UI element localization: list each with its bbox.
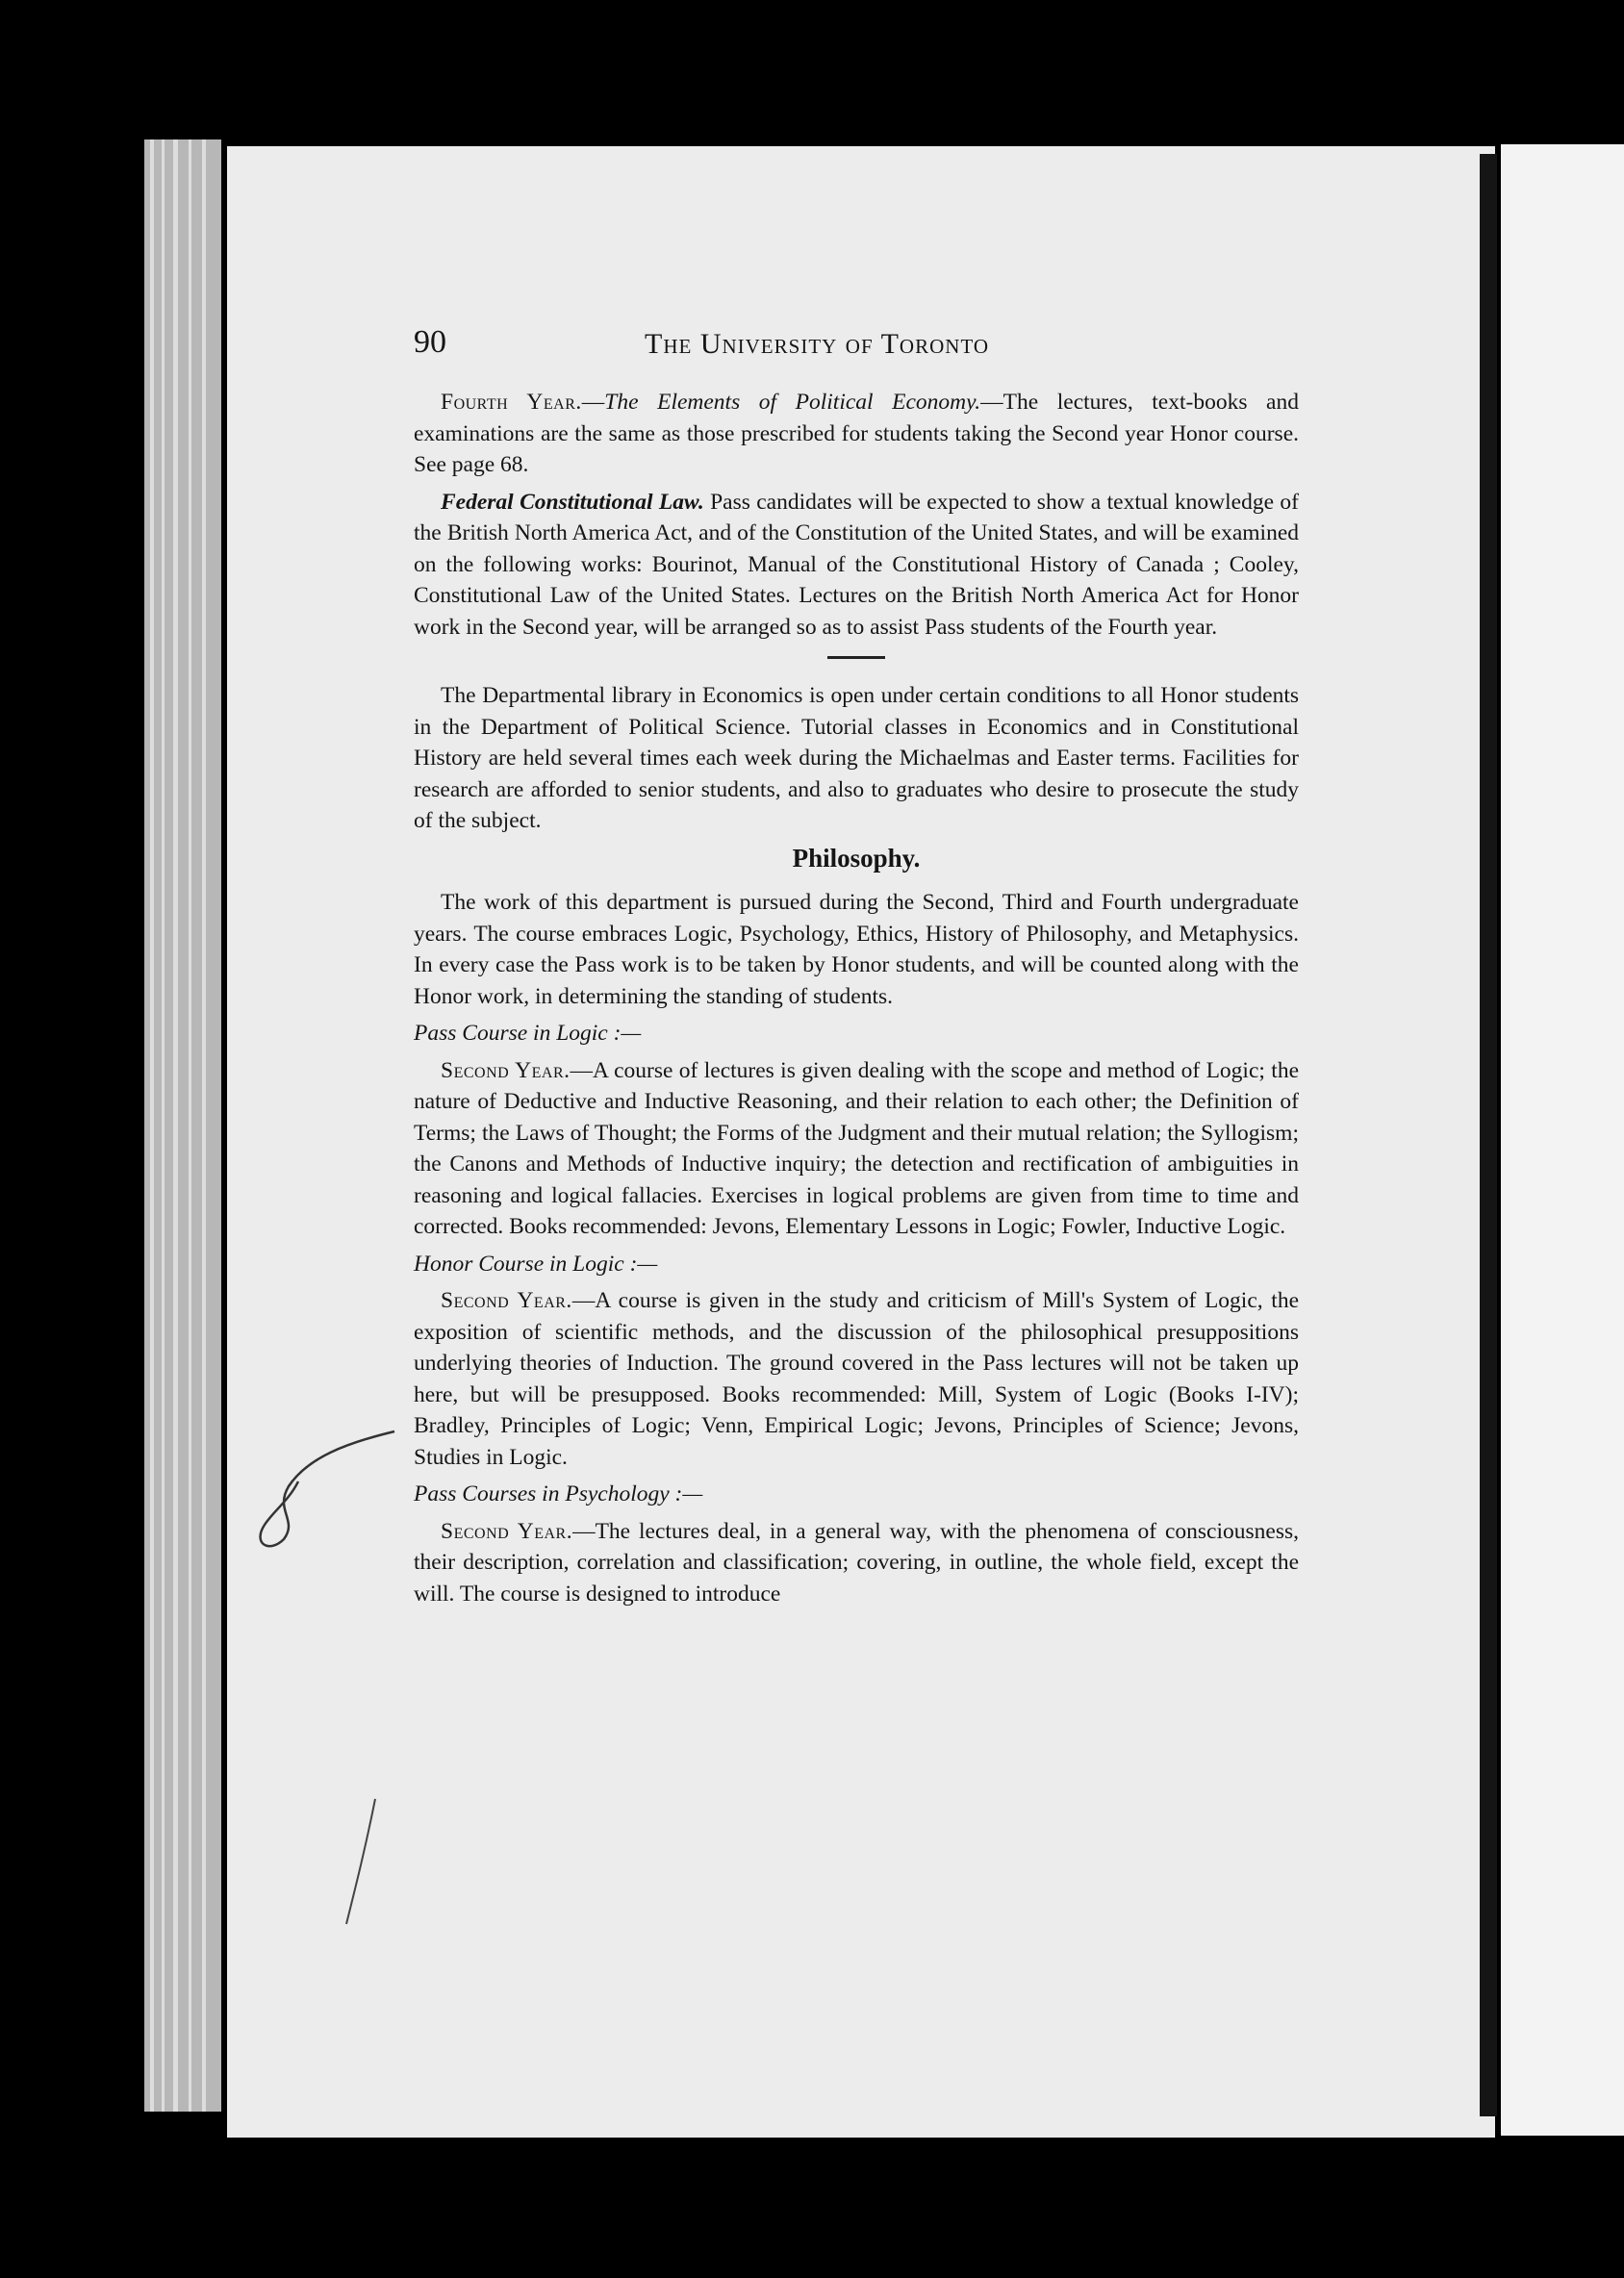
running-title: The University of Toronto [645,328,990,360]
paragraph-text: Pass candidates will be expected to show a textual knowledge of the British North America Act, and of the Constitution of the United States, and will be examined on the following works: Bourinot, Manual of the Constitutional History of Canada ; Cooley, Constitutional Law of the United States. Lectures on the British North America Act for Honor work in the Second year, will be arranged so as to assist Pass students of the Fourth year. [414,489,1299,640]
subheading-pass-psychology: Pass Courses in Psychology :— [414,1481,703,1506]
paragraph-constitutional-law [414,487,1299,644]
paragraph-pass-logic [414,1055,1299,1243]
course-title: The Elements of Political Economy. [604,390,981,415]
page-number: 90 [414,324,446,360]
paragraph-text: —The lectures, text-books and examinations are the same as those prescribed for students taking the Second year Honor course. See page 68. [414,390,1299,477]
year-label: Second Year. [441,1057,571,1083]
paragraph-departmental-library [414,680,1299,837]
facing-page-edge [1501,144,1624,2136]
course-title: Federal Constitutional Law. [441,489,704,515]
paragraph-text: —A course is given in the study and criticism of Mill's System of Logic, the exposition of scientific methods, and the discussion of the philosophical presuppositions underlying theories of Induction. The ground covered in the Pass lectures will not be taken up here, but will be presupposed. Books recommended: Mill, System of Logic (Books I-IV); Bradley, Principles of Logic; Venn, Empirical Logic; Jevons, Principles of Science; Jevons, Studies in Logic. [414,1288,1300,1470]
paragraph-fourth-year [414,387,1299,481]
dash: — [581,390,605,415]
paragraph-text: —A course of lectures is given dealing with the scope and method of Logic; the nature of Deductive and Inductive Reasoning, and their relation to each other; the Definition of Terms; the Laws of Thought; the Forms of the Judgment and their mutual relation; the Syllogism; the Canons and Methods of Inductive inquiry; the detection and rectification of ambiguities in reasoning and logical fallacies. Exercises in logical problems are given from time to time and corrected. Books recommended: Jevons, Elementary Lessons in Logic; Fowler, Inductive Logic. [414,1057,1299,1239]
paragraph-text: The Departmental library in Economics is open under certain conditions to all Honor students in the Department of Political Science. Tutorial classes in Economics and in Constitutional History are held several times each week during the Michaelmas and Easter terms. Facilities for research are afforded to senior students, and also to graduates who desire to prosecute the study of the subject. [414,683,1299,833]
page-gutter [1480,154,1497,2116]
year-label: Second Year. [441,1288,572,1313]
running-head [414,324,1299,373]
page-content [414,324,1300,1615]
subheading-honor-logic: Honor Course in Logic :— [414,1251,658,1277]
paragraph-honor-logic [414,1285,1299,1473]
paragraph-text: —The lectures deal, in a general way, with the phenomena of consciousness, their description, correlation and classification; covering, in outline, the whole field, except the will. The course is designed to introduce [414,1518,1300,1607]
subheading-pass-logic: Pass Course in Logic :— [414,1021,642,1046]
year-label: Fourth Year. [441,390,582,415]
section-divider [827,656,885,659]
section-heading-philosophy: Philosophy. [792,843,921,873]
book-binding-edge [144,139,221,2112]
paragraph-pass-psychology [414,1516,1299,1610]
paragraph-philosophy-intro [414,887,1299,1012]
year-label: Second Year. [441,1518,573,1544]
paragraph-text: The work of this department is pursued during the Second, Third and Fourth undergraduate years. The course embraces Logic, Psychology, Ethics, History of Philosophy, and Metaphysics. In every case the Pass work is to be taken by Honor students, and will be counted along with the Honor work, in determining the standing of students. [414,890,1299,1009]
